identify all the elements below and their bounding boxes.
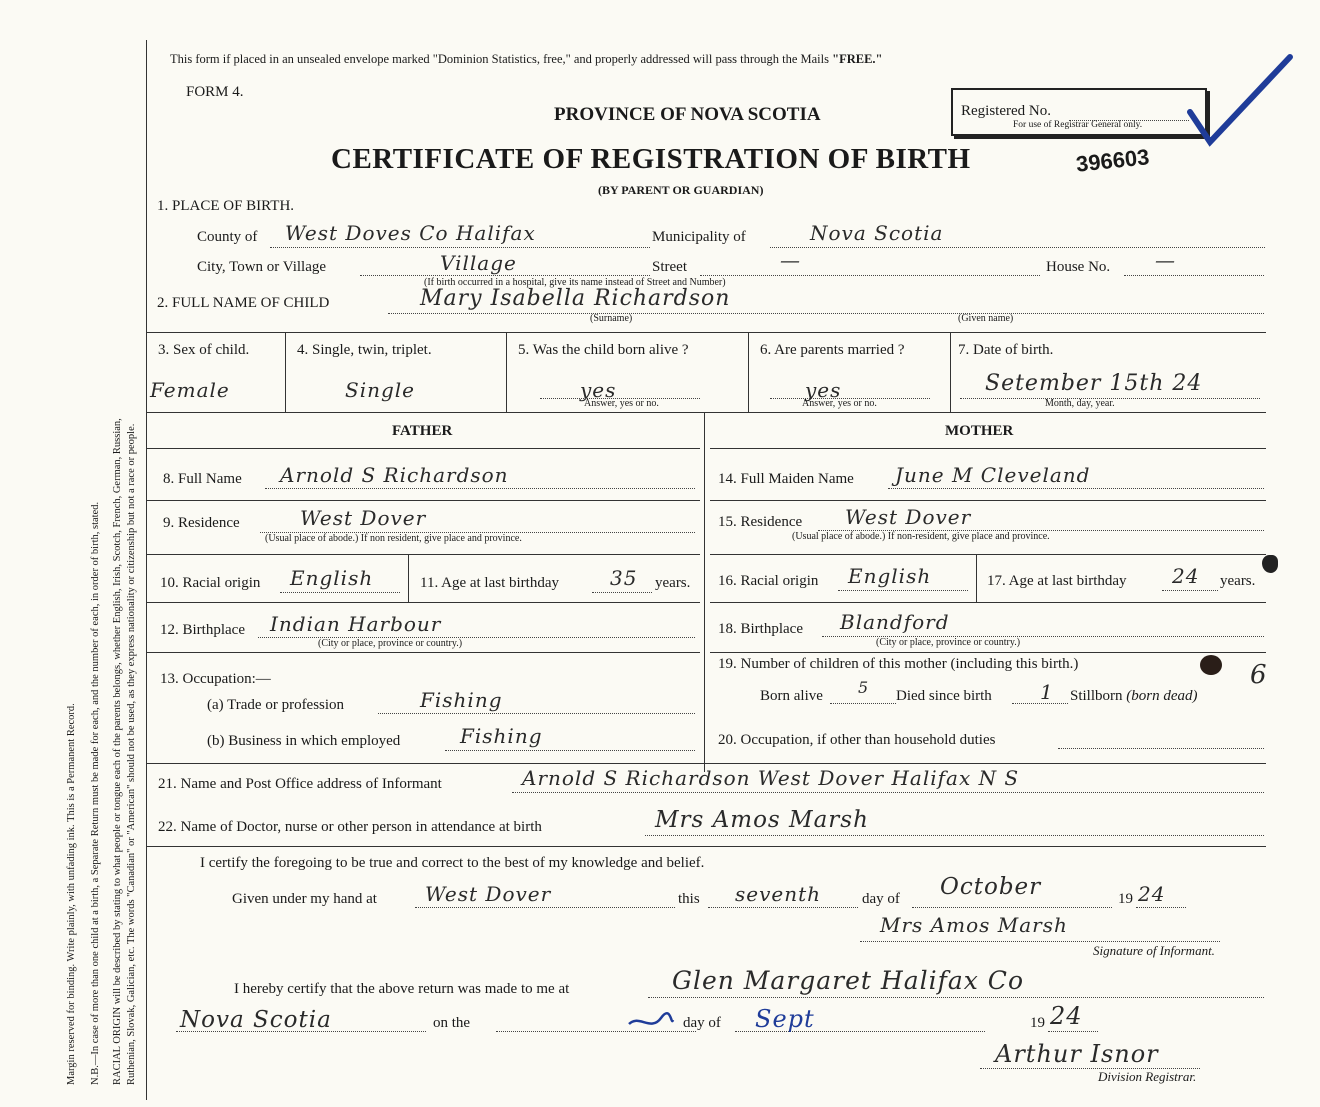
province-title: PROVINCE OF NOVA SCOTIA [554,104,821,125]
informant-signature-label: Signature of Informant. [1093,943,1215,958]
registered-label: Registered No. [961,103,1051,119]
father-birthplace-value: Indian Harbour [270,612,442,636]
mother-occupation-label: 20. Occupation, if other than household duties [718,732,996,748]
died-since-birth-value: 1 [1040,680,1054,704]
registrar-day-of-label: day of [683,1015,721,1031]
mother-name-value: June M Cleveland [895,463,1091,487]
registrar-month-value: Sept [755,1005,815,1033]
day-value: seventh [735,882,822,906]
ink-blot-2 [1200,655,1222,675]
father-residence-label: 9. Residence [163,515,240,531]
registered-number: 396603 [1074,144,1151,177]
given-place-value: West Dover [425,882,552,906]
father-name-value: Arnold S Richardson [280,463,509,487]
trade-label: (a) Trade or profession [207,697,345,713]
registrar-signature: Arthur Isnor [995,1040,1159,1068]
mother-years-label: years. [1220,573,1256,589]
sex-value: Female [150,378,230,402]
mother-birthplace-label: 18. Birthplace [718,621,803,637]
mother-residence-label: 15. Residence [718,514,803,530]
mother-residence-note: (Usual place of abode.) If non-resident, give place and province. [792,531,1050,542]
certificate-subtitle: (BY PARENT OR GUARDIAN) [598,183,764,197]
registered-box [951,88,1207,136]
trade-value: Fishing [420,688,503,712]
mother-age-label: 17. Age at last birthday [987,573,1127,589]
municipality-value: Nova Scotia [810,221,944,245]
county-value: West Doves Co Halifax [285,221,536,245]
child-name-value: Mary Isabella Richardson [420,286,731,311]
day-of-label: day of [862,891,900,907]
father-racial-value: English [290,566,374,590]
father-name-label: 8. Full Name [163,471,242,487]
form-number: FORM 4. [186,84,244,100]
alive-value: yes [580,378,617,402]
this-label: this [678,891,700,907]
margin-racial-note-2: Ruthenian, Slovak, Galician, etc. The words "Canadian" or "American" should not be used, as they express nationality or citizenship but not a race or people. [126,423,137,1085]
father-age-value: 35 [610,566,638,590]
month-value: October [940,874,1042,900]
children-total-value: 6 [1250,660,1268,690]
mother-name-label: 14. Full Maiden Name [718,471,854,487]
registrar-place-value: Glen Margaret Halifax Co [672,966,1024,995]
county-label: County of [197,229,258,245]
business-value: Fishing [460,724,543,748]
house-label: House No. [1046,259,1111,275]
mother-racial-label: 16. Racial origin [718,573,819,589]
alive-note: Answer, yes or no. [584,398,659,409]
house-value: — [1155,248,1176,272]
street-label: Street [652,259,687,275]
mother-racial-value: English [848,564,932,588]
born-alive-label: Born alive [760,688,823,704]
children-count-label: 19. Number of children of this mother (including this birth.) [718,656,1079,672]
sex-label: 3. Sex of child. [158,342,250,358]
business-label: (b) Business in which employed [207,733,401,749]
stillborn-label: Stillborn (born dead) [1070,688,1198,704]
mail-notice: This form if placed in an unsealed envelope marked "Dominion Statistics, free," and properly addressed will pass through the Mails "FREE." [170,52,883,66]
father-racial-label: 10. Racial origin [160,575,261,591]
given-name-note: (Given name) [958,313,1014,324]
registrar-year-value: 24 [1050,1002,1083,1030]
died-since-birth-label: Died since birth [896,688,992,704]
father-birthplace-label: 12. Birthplace [160,622,245,638]
margin-binding-note: Margin reserved for binding. Write plainly, with unfading ink. This is a Permanent Record. [66,703,77,1085]
father-residence-value: West Dover [300,506,427,530]
married-note: Answer, yes or no. [802,398,877,409]
doctor-label: 22. Name of Doctor, nurse or other person in attendance at birth [158,819,542,835]
mother-birthplace-note: (City or place, province or country.) [876,637,1021,648]
father-age-label: 11. Age at last birthday [420,575,559,591]
dob-label: 7. Date of birth. [958,342,1054,358]
married-value: yes [805,378,842,402]
mother-birthplace-value: Blandford [840,610,950,634]
informant-signature: Mrs Amos Marsh [880,913,1068,937]
father-heading: FATHER [392,423,453,439]
certify-text: I certify the foregoing to be true and correct to the best of my knowledge and belief. [200,855,705,871]
child-name-label: 2. FULL NAME OF CHILD [157,295,330,311]
doctor-value: Mrs Amos Marsh [655,807,869,833]
born-alive-value: 5 [858,678,870,697]
given-under-label: Given under my hand at [232,891,377,907]
left-border [146,40,147,1100]
single-value: Single [345,378,416,402]
municipality-label: Municipality of [652,229,746,245]
single-label: 4. Single, twin, triplet. [297,342,432,358]
registrar-on-label: on the [433,1015,471,1031]
surname-note: (Surname) [590,313,633,324]
mother-heading: MOTHER [945,423,1014,439]
year-prefix: 19 [1118,891,1133,907]
father-birthplace-note: (City or place, province or country.) [318,638,463,649]
registrar-certify-text: I hereby certify that the above return was made to me at [234,981,570,997]
occupation-label: 13. Occupation:— [160,671,271,687]
margin-racial-note-1: RACIAL ORIGIN will be described by stating to what people or tongue each of the parents belongs, whether English, Irish, Scotch, French, German, Russian, [112,418,123,1085]
registrar-year-prefix: 19 [1030,1015,1045,1031]
married-label: 6. Are parents married ? [760,342,905,358]
scribble-mark-icon [625,1010,675,1034]
registrar-place-value-2: Nova Scotia [180,1007,332,1033]
father-years-label: years. [655,575,691,591]
place-of-birth-label: 1. PLACE OF BIRTH. [157,198,295,214]
dob-note: Month, day, year. [1045,398,1115,409]
checkmark-icon [1180,52,1300,152]
informant-label: 21. Name and Post Office address of Informant [158,776,442,792]
city-label: City, Town or Village [197,259,327,275]
informant-value: Arnold S Richardson West Dover Halifax N S [522,766,1020,790]
mother-age-value: 24 [1172,564,1200,588]
registered-note: For use of Registrar General only. [1013,120,1143,130]
dob-value: Setember 15th 24 [985,371,1203,396]
division-registrar-label: Division Registrar. [1098,1069,1197,1084]
year-value: 24 [1138,882,1166,906]
certificate-title: CERTIFICATE OF REGISTRATION OF BIRTH [331,143,971,175]
alive-label: 5. Was the child born alive ? [518,342,689,358]
street-value: — [780,248,801,272]
hospital-note: (If birth occurred in a hospital, give its name instead of Street and Number) [424,277,726,288]
ink-blot [1262,555,1278,573]
margin-nb-note: N.B.—In case of more than one child at a birth, a Separate Return must be made for each, and the number of each, in order of birth, stated. [90,501,101,1085]
mother-residence-value: West Dover [845,505,972,529]
city-value: Village [440,251,517,275]
father-residence-note: (Usual place of abode.) If non resident, give place and province. [265,533,522,544]
